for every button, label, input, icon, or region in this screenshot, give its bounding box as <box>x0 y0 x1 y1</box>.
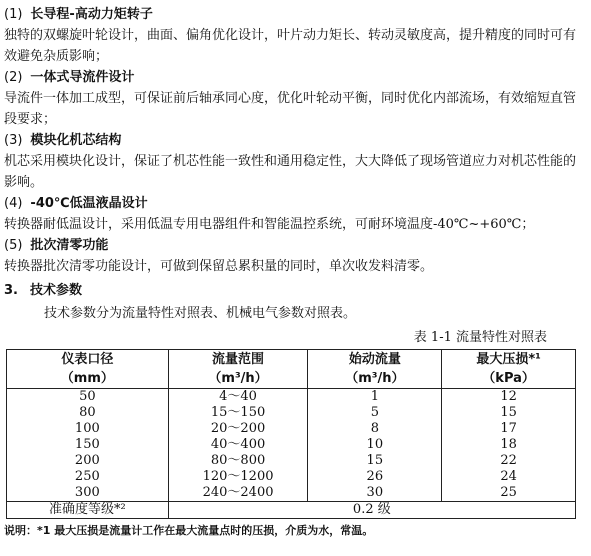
feature-text-4: 转换器耐低温设计，采用低温专用电器组件和智能温控系统，可耐环境温度-40℃~+60℃； <box>4 217 535 232</box>
table-cell: 150 <box>7 437 169 453</box>
feature-list <box>4 4 581 277</box>
table-row <box>7 405 576 421</box>
section-heading: 3. 技术参数 <box>4 283 83 298</box>
table-header-row <box>7 350 576 370</box>
header-max-pressure-loss: 最大压损*¹ <box>442 350 576 370</box>
table-cell: 22 <box>442 453 576 469</box>
section-intro: 技术参数分为流量特性对照表、机械电气参数对照表。 <box>44 306 357 321</box>
feature-text-1: 独特的双螺旋叶轮设计，曲面、偏角优化设计，叶片动力矩长、转动灵敏度高，提升精度的同时可有效避免杂质影响； <box>4 28 577 64</box>
table-cell: 200 <box>7 453 169 469</box>
feature-heading-5: (5) 批次清零功能 <box>4 238 109 253</box>
table-cell: 15 <box>442 405 576 421</box>
table-row <box>7 389 576 406</box>
header-flow-range: 流量范围 <box>168 350 308 370</box>
feature-title: 长导程-高动力矩转子 <box>30 7 153 22</box>
table-cell: 50 <box>7 389 169 406</box>
feature-heading-2: (2) 一体式导流件设计 <box>4 70 135 85</box>
table-cell: 18 <box>442 437 576 453</box>
section-title: 技术参数 <box>30 283 83 298</box>
table-row <box>7 437 576 453</box>
table-cell: 30 <box>308 485 442 502</box>
table-cell: 10 <box>308 437 442 453</box>
table-cell: 120～1200 <box>168 469 308 485</box>
feature-heading-1: (1) 长导程-高动力矩转子 <box>4 7 153 22</box>
table-cell: 15～150 <box>168 405 308 421</box>
table-row <box>7 453 576 469</box>
table-cell: 250 <box>7 469 169 485</box>
table-cell: 15 <box>308 453 442 469</box>
table-cell: 240～2400 <box>168 485 308 502</box>
feature-text-5: 转换器批次清零功能设计，可做到保留总累积量的同时，单次收发料清零。 <box>4 259 434 274</box>
table-cell: 40～400 <box>168 437 308 453</box>
feature-text-2: 导流件一体加工成型，可保证前后轴承同心度，优化叶轮动平衡，同时优化内部流场，有效缩短直管段要求； <box>4 91 577 127</box>
unit-start-flow: （m³/h） <box>308 369 442 389</box>
table-cell: 100 <box>7 421 169 437</box>
table-cell: 17 <box>442 421 576 437</box>
accuracy-label: 准确度等级*² <box>7 502 169 519</box>
unit-diameter: （mm） <box>7 369 169 389</box>
table-row <box>7 485 576 502</box>
table-footer-row <box>7 502 576 519</box>
table-cell: 8 <box>308 421 442 437</box>
table-cell: 24 <box>442 469 576 485</box>
accuracy-value: 0.2 级 <box>168 502 575 519</box>
header-diameter: 仪表口径 <box>7 350 169 370</box>
unit-flow-range: （m³/h） <box>168 369 308 389</box>
table-caption: 表 1-1 流量特性对照表 <box>413 330 547 345</box>
table-cell: 25 <box>442 485 576 502</box>
table-unit-row <box>7 369 576 389</box>
flow-spec-table <box>6 349 576 519</box>
unit-max-pressure-loss: （kPa） <box>442 369 576 389</box>
feature-title: 批次清零功能 <box>30 238 109 253</box>
table-row <box>7 469 576 485</box>
table-cell: 1 <box>308 389 442 406</box>
feature-text-3: 机芯采用模块化设计，保证了机芯性能一致性和通用稳定性，大大降低了现场管道应力对机芯性能的影响。 <box>4 154 577 190</box>
table-cell: 80 <box>7 405 169 421</box>
table-note: 说明：*1 最大压损是流量计工作在最大流量点时的压损，介质为水，常温。 <box>4 524 374 537</box>
table-cell: 300 <box>7 485 169 502</box>
table-cell: 20～200 <box>168 421 308 437</box>
feature-title: 一体式导流件设计 <box>30 70 135 85</box>
table-cell: 5 <box>308 405 442 421</box>
table-cell: 4～40 <box>168 389 308 406</box>
table-cell: 12 <box>442 389 576 406</box>
feature-heading-4: (4) -40℃低温液晶设计 <box>4 196 148 211</box>
table-cell: 26 <box>308 469 442 485</box>
header-start-flow: 始动流量 <box>308 350 442 370</box>
feature-heading-3: (3) 模块化机芯结构 <box>4 133 122 148</box>
table-cell: 80～800 <box>168 453 308 469</box>
feature-title: 模块化机芯结构 <box>30 133 122 148</box>
table-row <box>7 421 576 437</box>
feature-title: -40℃低温液晶设计 <box>30 196 148 211</box>
